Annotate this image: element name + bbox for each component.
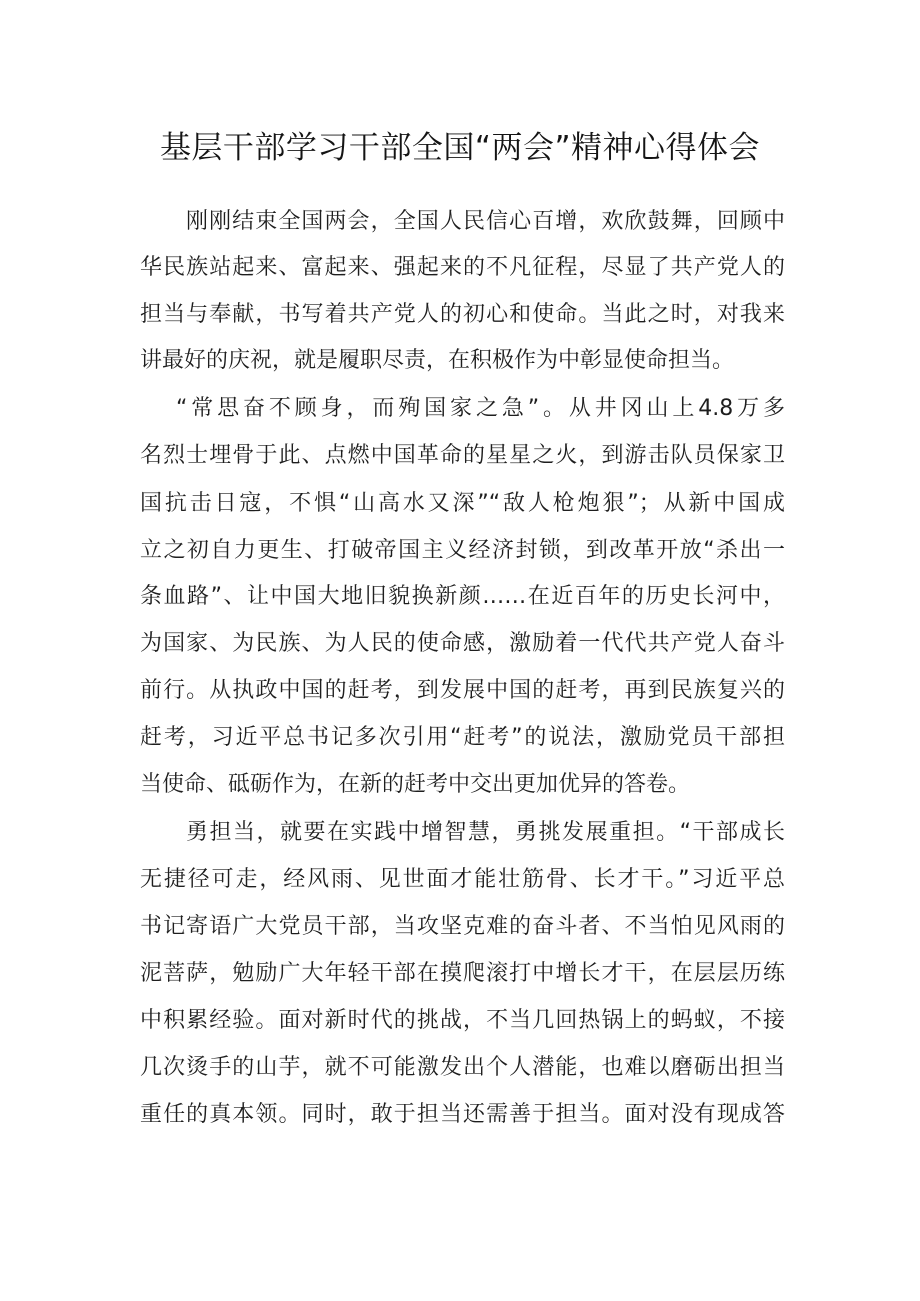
paragraph-1-line-3: 担当与奉献，书写着共产党人的初心和使命。当此之时，对我来 (140, 302, 785, 327)
paragraph-3-line-2: 无捷径可走，经风雨、见世面才能壮筋骨、长才干。”习近平总 (140, 867, 785, 892)
paragraph-1-line-1: 刚刚结束全国两会，全国人民信心百增，欢欣鼓舞，回顾中 (186, 209, 785, 234)
document-title: 基层干部学习干部全国“两会”精神心得体会 (159, 130, 761, 166)
paragraph-3-line-7: 重任的真本领。同时，敢于担当还需善于担当。面对没有现成答 (140, 1102, 785, 1127)
paragraph-2-line-4: 立之初自力更生、打破帝国主义经济封锁，到改革开放“杀出一 (140, 538, 785, 563)
paragraph-2-line-1: “常思奋不顾身，而殉国家之急”。从井冈山上4.8万多 (176, 396, 785, 421)
paragraph-2-line-7: 前行。从执政中国的赶考，到发展中国的赶考，再到民族复兴的 (140, 678, 785, 703)
paragraph-1-line-2: 华民族站起来、富起来、强起来的不凡征程，尽显了共产党人的 (140, 255, 785, 280)
paragraph-3-line-1: 勇担当，就要在实践中增智慧，勇挑发展重担。“干部成长 (186, 820, 785, 845)
paragraph-2-line-5: 条血路”、让中国大地旧貌换新颜……在近百年的历史长河中， (140, 584, 785, 609)
paragraph-2-line-6: 为国家、为民族、为人民的使命感，激励着一代代共产党人奋斗 (140, 631, 785, 656)
paragraph-3-line-4: 泥菩萨，勉励广大年轻干部在摸爬滚打中增长才干，在层层历练 (140, 961, 785, 986)
paragraph-3-line-6: 几次烫手的山芋，就不可能激发出个人潜能，也难以磨砺出担当 (140, 1055, 785, 1080)
paragraph-1-line-4: 讲最好的庆祝，就是履职尽责，在积极作为中彰显使命担当。 (140, 348, 735, 373)
paragraph-2-line-2: 名烈士埋骨于此、点燃中国革命的星星之火，到游击队员保家卫 (140, 443, 785, 468)
paragraph-2-line-3: 国抗击日寇，不惧“山高水又深”“敌人枪炮狠”；从新中国成 (140, 491, 785, 516)
paragraph-2-line-9: 当使命、砥砺作为，在新的赶考中交出更加优异的答卷。 (140, 772, 691, 797)
paragraph-3-line-3: 书记寄语广大党员干部，当攻坚克难的奋斗者、不当怕见风雨的 (140, 914, 785, 939)
paragraph-2-line-8: 赶考，习近平总书记多次引用“赶考”的说法，激励党员干部担 (140, 725, 785, 750)
paragraph-3-line-5: 中积累经验。面对新时代的挑战，不当几回热锅上的蚂蚁，不接 (140, 1008, 785, 1033)
